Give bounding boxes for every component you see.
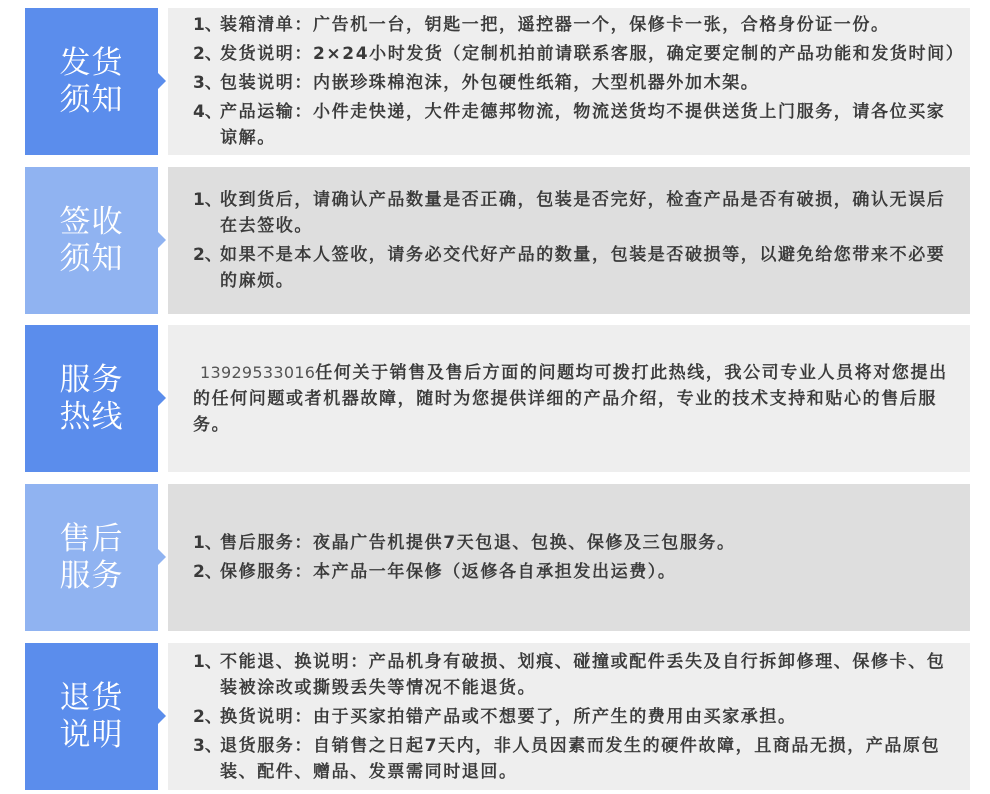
section-label-line: 须知: [59, 81, 124, 118]
section-content: [168, 484, 970, 631]
paragraph-text: 任何关于销售及售后方面的问题均可拨打此热线，我公司专业人员将对您提出: [315, 362, 948, 383]
item-number: 2、: [193, 562, 222, 582]
section-label: [25, 8, 158, 155]
hotline-paragraph: [193, 360, 970, 438]
list-item: [193, 12, 970, 38]
item-number: 3、: [193, 735, 222, 756]
item-number: 1、: [193, 533, 222, 553]
item-text: 发货说明：2×24小时发货（定制机拍前请联系客服，确定要定制的产品功能和发货时间）: [220, 44, 965, 64]
item-text: 包装说明：内嵌珍珠棉泡沫，外包硬性纸箱，大型机器外加木架。: [220, 73, 760, 93]
paragraph-line: 的任何问题或者机器故障，随时为您提供详细的产品介绍，专业的技术支持和贴心的售后服: [193, 388, 937, 409]
item-number: 1、: [193, 651, 222, 672]
list-item: [193, 559, 970, 585]
item-text: 退货服务：自销售之日起7天内，非人员因素而发生的硬件故障，且商品无损，产品原包: [220, 735, 941, 756]
list-item: [193, 70, 970, 96]
pointer-arrow-icon: [158, 73, 166, 89]
item-number: 2、: [193, 44, 222, 64]
section-label: [25, 643, 158, 790]
section-content: [168, 325, 970, 472]
section-label-line: 签收: [59, 203, 124, 240]
item-text-continued: 装被涂改或撕毁丢失等情况不能退货。: [220, 677, 537, 698]
item-text-continued: 在去签收。: [220, 216, 313, 236]
item-number: 3、: [193, 73, 222, 93]
item-text: 收到货后，请确认产品数量是否正确，包装是否完好，检查产品是否有破损，确认无误后: [220, 190, 946, 210]
section-label: [25, 325, 158, 472]
list-item: [193, 733, 970, 785]
item-number: 1、: [193, 15, 222, 35]
item-text: 产品运输：小件走快递，大件走德邦物流，物流送货均不提供送货上门服务，请各位买家: [220, 102, 946, 122]
section-label-line: 热线: [59, 398, 124, 435]
list-item: [193, 99, 970, 151]
section-return-policy: [0, 643, 990, 790]
section-service-hotline: [0, 325, 990, 472]
item-number: 4、: [193, 102, 222, 122]
section-label: [25, 167, 158, 314]
section-shipping-notice: [0, 8, 990, 155]
item-text: 如果不是本人签收，请务必交代好产品的数量，包装是否破损等，以避免给您带来不必要: [220, 245, 946, 265]
section-content: [168, 167, 970, 314]
section-receipt-notice: [0, 167, 990, 314]
item-number: 1、: [193, 190, 222, 210]
list-item: [193, 187, 970, 239]
section-label-line: 发货: [59, 44, 124, 81]
list-item: [193, 649, 970, 701]
phone-number: 13929533016: [200, 362, 316, 382]
list-item: [193, 242, 970, 294]
item-text: 保修服务：本产品一年保修（返修各自承担发出运费）。: [220, 562, 677, 582]
section-label-line: 服务: [59, 361, 124, 398]
item-text: 换货说明：由于买家拍错产品或不想要了，所产生的费用由买家承担。: [220, 706, 797, 727]
section-label-line: 服务: [59, 557, 124, 594]
item-text-continued: 的麻烦。: [220, 271, 295, 291]
item-text: 装箱清单：广告机一台，钥匙一把，遥控器一个，保修卡一张，合格身份证一份。: [220, 15, 890, 35]
list-item: [193, 41, 970, 67]
section-content: [168, 643, 970, 790]
pointer-arrow-icon: [158, 232, 166, 248]
pointer-arrow-icon: [158, 390, 166, 406]
item-text: 售后服务：夜晶广告机提供7天包退、包换、保修及三包服务。: [220, 533, 736, 553]
list-item: [193, 704, 970, 730]
item-number: 2、: [193, 245, 222, 265]
list-item: [193, 530, 970, 556]
section-label-line: 售后: [59, 520, 124, 557]
pointer-arrow-icon: [158, 708, 166, 724]
item-text: 不能退、换说明：产品机身有破损、划痕、碰撞或配件丢失及自行拆卸修理、保修卡、包: [220, 651, 946, 672]
section-content: [168, 8, 970, 155]
item-text-continued: 装、配件、赠品、发票需同时退回。: [220, 761, 518, 782]
item-number: 2、: [193, 706, 222, 727]
paragraph-line: [193, 360, 970, 386]
paragraph-line: 务。: [193, 414, 231, 435]
section-label: [25, 484, 158, 631]
pointer-arrow-icon: [158, 549, 166, 565]
section-label-line: 须知: [59, 240, 124, 277]
item-text-continued: 谅解。: [220, 128, 276, 148]
section-label-line: 退货: [59, 679, 124, 716]
section-label-line: 说明: [59, 716, 124, 753]
section-after-sales: [0, 484, 990, 631]
